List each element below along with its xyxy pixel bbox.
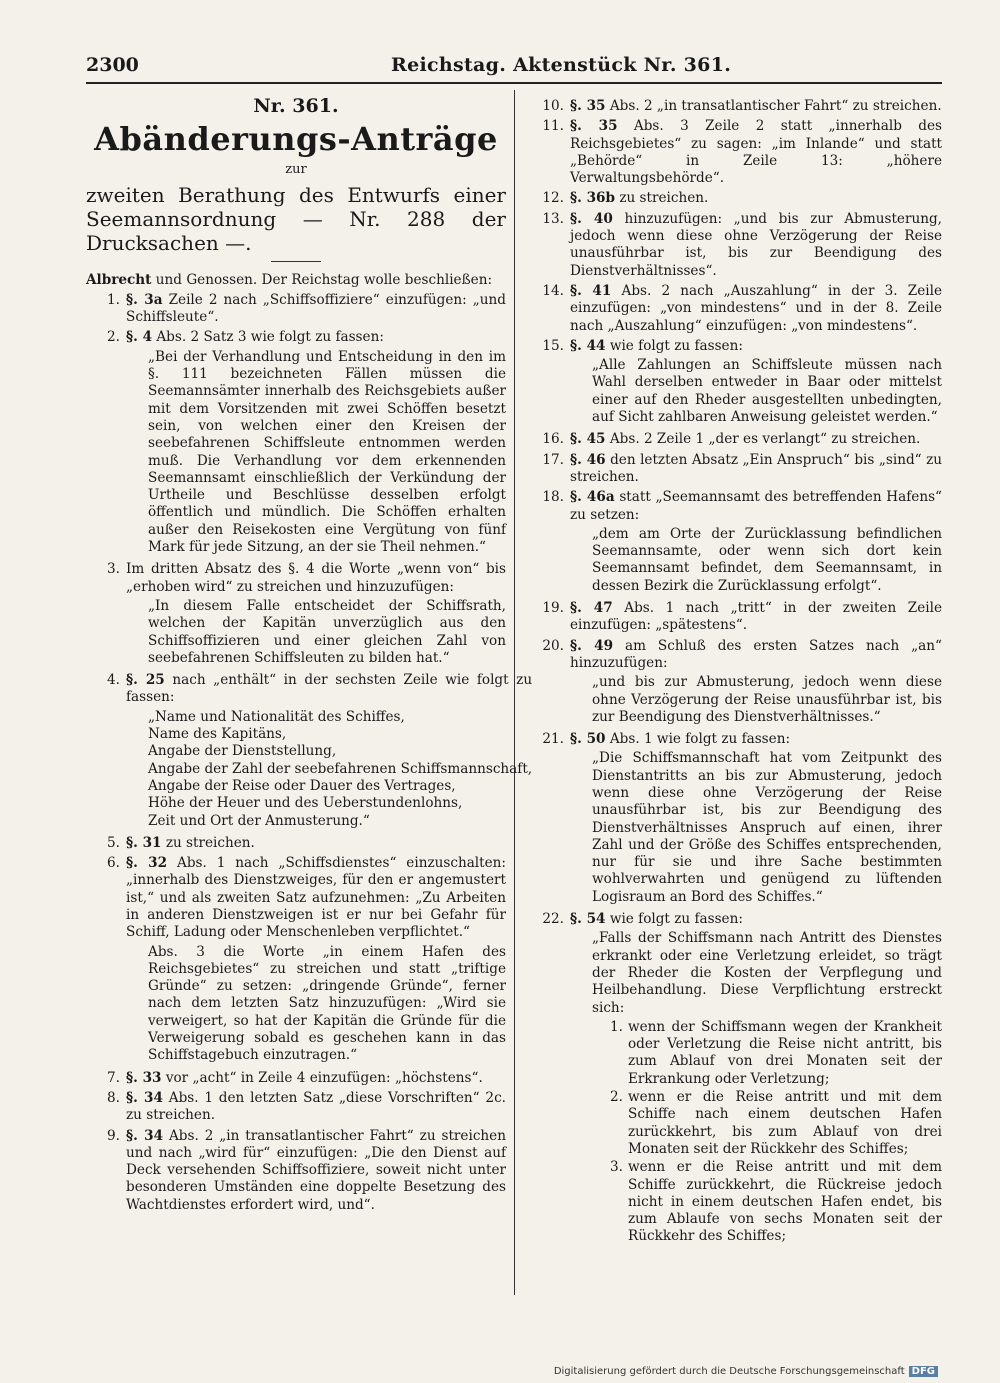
item-text: §. 47 Abs. 1 nach „tritt“ in der zweiten Zeile einzufügen: „spätestens“. <box>570 600 942 634</box>
section-reference: §. 49 <box>570 637 614 654</box>
amendment-item-15 <box>530 338 942 428</box>
item-text: §. 4 Abs. 2 Satz 3 wie folgt zu fassen: <box>126 329 384 346</box>
item-text: §. 41 Abs. 2 nach „Auszahlung“ in der 3. Zeile einzufügen: „von mindestens“ und in der 8. Zeile nach „Auszahlung“ einzufügen: „von mindestens“. <box>570 282 942 334</box>
item-text: §. 34 Abs. 2 „in transatlantischer Fahrt“ zu streichen und nach „wird für“ einzufügen: „Die den Dienst auf Deck versehenden Schiffsoffiziere, soweit nicht unter besonderen Umständen eine doppelte Besetzung des Wachtdienstes erfordert wird, und“. <box>126 1127 506 1213</box>
item-number: 20. <box>542 637 564 654</box>
item-number: 13. <box>542 210 564 227</box>
item-number: 11. <box>542 118 564 135</box>
item-text: Im dritten Absatz des §. 4 die Worte „wenn von“ bis „erhoben wird“ zu streichen und hinzuzufügen: <box>126 561 506 595</box>
footer-text: Digitalisierung gefördert durch die Deutsche Forschungsgemeinschaft <box>553 1366 905 1377</box>
intro-line: Albrecht und Genossen. Der Reichstag wolle beschließen: <box>86 271 493 288</box>
item-number: 10. <box>542 98 564 114</box>
item-text: §. 50 Abs. 1 wie folgt zu fassen: <box>570 731 791 748</box>
document-number: Nr. 361. <box>253 95 339 117</box>
item-quote: „dem am Orte der Zurücklassung befindlichen Seemannsamte, oder wenn sich dort kein Seemannsamt befindet, dem Seemannsamt, in dessen Bezirk die Zurücklassung erfolgt“. <box>592 525 942 594</box>
section-reference: §. 33 <box>126 1069 162 1086</box>
item-text: §. 44 wie folgt zu fassen: <box>570 337 743 354</box>
amendment-item-7 <box>86 1070 506 1087</box>
amendment-item-9 <box>86 1128 506 1214</box>
item-text: §. 35 Abs. 2 „in transatlantischer Fahrt“ zu streichen. <box>570 98 942 114</box>
item-text: §. 25 nach „enthält“ in der sechsten Zeile wie folgt zu fassen: <box>126 672 533 706</box>
amendment-item-1 <box>86 292 506 327</box>
section-reference: §. 40 <box>570 210 613 227</box>
section-reference: §. 34 <box>126 1127 164 1144</box>
amendment-item-4 <box>86 672 533 832</box>
item-text: §. 49 am Schluß des ersten Satzes nach „an“ hinzuzufügen: <box>570 637 942 671</box>
item-quote: „In diesem Falle entscheidet der Schiffsrath, welchen der Kapitän unverzüglich aus den Schiffsoffizieren und einer gleichen Zahl von seebefahrenen Schiffsleuten zu bilden hat.“ <box>148 597 506 666</box>
sub-item-number: 1. <box>610 1018 623 1035</box>
item-quote: „und bis zur Abmusterung, jedoch wenn diese ohne Verzögerung der Reise unausführbar ist, bis zur Beendigung des Dienstverhältnisses.“ <box>592 674 942 725</box>
item-number: 3. <box>107 561 120 578</box>
section-reference: §. 46a <box>570 489 615 506</box>
dfg-logo: DFG <box>909 1366 938 1377</box>
page-header <box>86 54 942 84</box>
item-text: §. 54 wie folgt zu fassen: <box>570 911 743 928</box>
item-number: 1. <box>107 291 120 308</box>
right-column <box>530 98 942 1250</box>
item-text: §. 46 den letzten Absatz „Ein Anspruch“ bis „sind“ zu streichen. <box>570 451 942 485</box>
item-text-continued: Abs. 3 die Worte „in einem Hafen des Reichsgebietes“ zu streichen und statt „triftige Gründe“ zu setzen: „dringende Gründe“, ferner nach dem letzten Satz hinzuzufügen: „Wird sie verweigert, so hat der Kapitän die Gründe für die Verweigerung sobald es geschehen kann in das Schiffstagebuch einzutragen.“ <box>148 943 506 1064</box>
item-number: 16. <box>542 431 564 448</box>
section-reference: §. 31 <box>126 834 162 851</box>
item-number: 21. <box>542 731 564 748</box>
amendment-item-2 <box>86 329 506 558</box>
quote-line: Angabe der Zahl der seebefahrenen Schiffsmannschaft, <box>148 760 533 777</box>
item-number: 6. <box>107 855 120 872</box>
amendment-item-17 <box>530 452 942 487</box>
digitization-footer <box>554 1366 938 1377</box>
quote-line: Name des Kapitäns, <box>148 726 287 743</box>
item-quote: „Alle Zahlungen an Schiffsleute müssen nach Wahl derselben entweder in Baar oder mittelst einer auf den Rheder ausgestellten unbedingten, auf Sicht zahlbaren Anweisung geleistet werden.“ <box>592 357 942 426</box>
section-reference: §. 45 <box>570 431 606 448</box>
amendment-item-5 <box>86 835 506 852</box>
sub-item-text: wenn der Schiffsmann wegen der Krankheit oder Verletzung die Reise nicht antritt, bis zum Ablauf von drei Monaten seit der Erkrankung oder Verletzung; <box>628 1018 942 1087</box>
section-reference: §. 35 <box>570 118 618 135</box>
section-reference: §. 32 <box>126 855 168 872</box>
running-title: Reichstag. Aktenstück Nr. 361. <box>391 54 732 76</box>
item-text: §. 32 Abs. 1 nach „Schiffsdienstes“ einzuschalten: „innerhalb des Dienstzweiges, für den er angemustert ist,“ und als zweiten Satz aufzunehmen: „Zu Arbeiten in anderen Dienstzweigen ist er nur bei Gefahr für Schiff, Ladung oder Menschenleben verpflichtet.“ <box>126 855 507 941</box>
item-text: §. 3a Zeile 2 nach „Schiffsoffiziere“ einzufügen: „und Schiffsleute“. <box>126 291 506 326</box>
section-reference: §. 35 <box>570 98 606 114</box>
document-title: Abänderungs-Anträge <box>94 120 498 159</box>
sub-item-number: 2. <box>610 1089 623 1106</box>
section-reference: §. 54 <box>570 911 606 928</box>
item-number: 14. <box>542 282 564 299</box>
section-reference: §. 47 <box>570 600 613 617</box>
amendment-item-13 <box>530 211 942 280</box>
item-text: §. 34 Abs. 1 den letzten Satz „diese Vorschriften“ 2c. zu streichen. <box>126 1089 506 1124</box>
section-reference: §. 46 <box>570 451 606 468</box>
page-number: 2300 <box>86 54 139 76</box>
amendment-item-19 <box>530 600 942 635</box>
section-reference: §. 4 <box>126 329 153 346</box>
amendment-item-22 <box>530 911 942 1247</box>
item-number: 19. <box>542 600 564 617</box>
amendment-item-14 <box>530 283 942 335</box>
document-zur: zur <box>285 162 307 178</box>
item-number: 5. <box>107 834 120 851</box>
quote-line: Zeit und Ort der Anmusterung.“ <box>148 812 370 829</box>
amendment-item-11 <box>530 118 942 187</box>
amendment-item-16 <box>530 431 942 448</box>
item-number: 15. <box>542 337 564 354</box>
document-subtitle: zweiten Berathung des Entwurfs einer Seemannsordnung — Nr. 288 der Drucksachen —. <box>86 182 506 255</box>
section-reference: §. 3a <box>126 291 163 308</box>
item-quote-lines <box>148 709 532 830</box>
item-quote: „Falls der Schiffsmann nach Antritt des Dienstes erkrankt oder eine Verletzung erleidet, so trägt der Rheder die Kosten der Verpflegung und Heilbehandlung. Diese Verpflichtung erstreckt sich: <box>592 930 942 1016</box>
section-reference: §. 36b <box>570 190 615 207</box>
sub-item <box>610 1159 942 1245</box>
amendment-item-8 <box>86 1090 506 1125</box>
item-number: 12. <box>542 190 564 207</box>
quote-line: „Name und Nationalität des Schiffes, <box>148 708 405 725</box>
section-reference: §. 44 <box>570 337 606 354</box>
header-rule <box>86 82 942 84</box>
item-text: §. 33 vor „acht“ in Zeile 4 einzufügen: „höchstens“. <box>126 1069 483 1086</box>
item-number: 17. <box>542 451 564 468</box>
sub-item <box>610 1019 942 1088</box>
item-text: §. 40 hinzuzufügen: „und bis zur Abmusterung, jedoch wenn diese ohne Verzögerung der Reise unausführbar ist, bis zur Beendigung des Dienstverhältnisses“. <box>570 210 942 279</box>
item-number: 9. <box>107 1127 120 1144</box>
left-column <box>86 95 533 1217</box>
item-quote: „Bei der Verhandlung und Entscheidung in den im §. 111 bezeichneten Fällen müssen die Seemannsämter innerhalb des Reichsgebiets außer mit dem Vorsitzenden mit zwei Schöffen besetzt sein, von welchen einer den Kreisen der seebefahrenen Schiffsleute entnommen werden muß. Die Verhandlung vor dem erkennenden Seemannsamt einschließlich der Verkündung der Urtheile und Beschlüsse desselben erfolgt öffentlich und mündlich. Die Schöffen erhalten außer den Reisekosten eine Vergütung von fünf Mark für jede Sitzung, an der sie Theil nehmen.“ <box>148 348 506 556</box>
amendment-item-3 <box>86 561 506 669</box>
amendment-item-21 <box>530 731 942 908</box>
section-reference: §. 25 <box>126 672 165 689</box>
proposer-name: Albrecht <box>86 271 152 288</box>
amendment-item-6 <box>86 855 506 1067</box>
item-number: 7. <box>107 1069 120 1086</box>
item-text: §. 36b zu streichen. <box>570 190 709 207</box>
sub-item-text: wenn er die Reise antritt und mit dem Schiffe zurückkehrt, die Rückreise jedoch nicht in einem deutschen Hafen endet, bis zum Ablaufe von sechs Monaten seit der Rückkehr des Schiffes; <box>628 1159 942 1245</box>
quote-line: Angabe der Dienststellung, <box>148 743 337 760</box>
item-text: §. 45 Abs. 2 Zeile 1 „der es verlangt“ zu streichen. <box>570 431 921 448</box>
sub-item-number: 3. <box>610 1159 623 1176</box>
quote-line: Angabe der Reise oder Dauer des Vertrages, <box>148 777 456 794</box>
item-number: 18. <box>542 489 564 506</box>
item-number: 4. <box>107 672 120 689</box>
quote-line: Höhe der Heuer und des Ueberstundenlohns, <box>148 795 463 812</box>
amendment-item-18 <box>530 489 942 597</box>
title-rule <box>271 261 321 262</box>
item-text: §. 46a statt „Seemannsamt des betreffenden Hafens“ zu setzen: <box>570 489 942 523</box>
item-text: §. 35 Abs. 3 Zeile 2 statt „innerhalb des Reichsgebietes“ zu sagen: „im Inlande“ und statt „Behörde“ in Zeile 13: „höhere Verwaltungsbehörde“. <box>570 118 942 187</box>
section-reference: §. 50 <box>570 731 606 748</box>
section-reference: §. 41 <box>570 282 612 299</box>
item-quote: „Die Schiffsmannschaft hat vom Zeitpunkt des Dienstantritts an bis zur Abmusterung, jedoch wenn diese ohne Verzögerung der Reise unausführbar ist, bis zur Beendigung des Dienstverhältnisses Anspruch auf einen, ihrer Zahl und der Größe des Schiffes entsprechenden, nur für sie und ihre Sache bestimmten wohlverwahrten und genügend zu lüftenden Logisraum an Bord des Schiffes.“ <box>592 750 942 905</box>
sub-item <box>610 1089 942 1158</box>
amendment-item-10 <box>530 98 942 115</box>
sub-item-text: wenn er die Reise antritt und mit dem Schiffe nach einem deutschen Hafen zurückkehrt, bis zum Ablauf von drei Monaten seit der Rückkehr des Schiffes; <box>628 1089 942 1157</box>
amendment-item-12 <box>530 190 942 207</box>
item-number: 22. <box>542 911 564 928</box>
item-number: 8. <box>107 1089 120 1106</box>
item-text: §. 31 zu streichen. <box>126 834 255 851</box>
section-reference: §. 34 <box>126 1089 163 1106</box>
item-number: 2. <box>107 329 120 346</box>
amendment-item-20 <box>530 638 942 728</box>
